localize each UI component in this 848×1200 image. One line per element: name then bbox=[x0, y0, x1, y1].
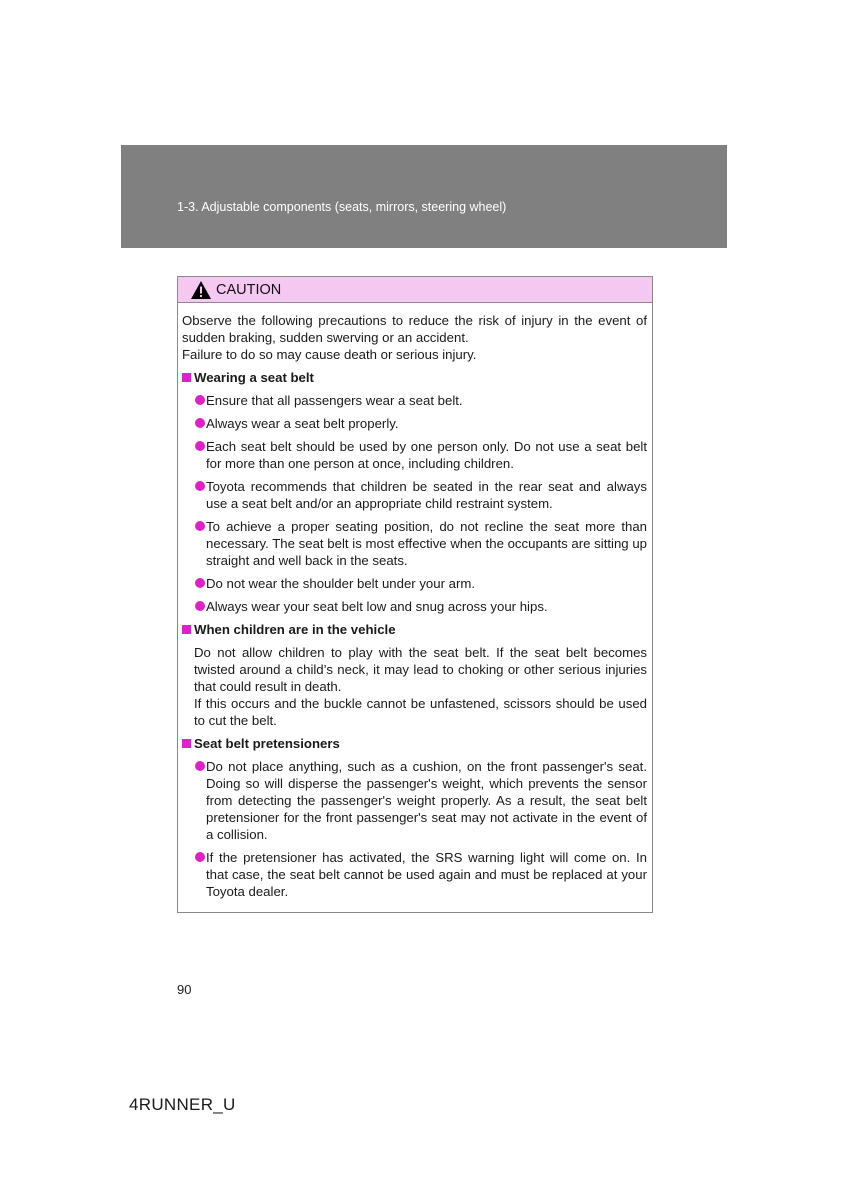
caution-header bbox=[178, 277, 652, 303]
list-item bbox=[182, 598, 647, 615]
list-item bbox=[182, 478, 647, 512]
list-item bbox=[182, 415, 647, 432]
caution-body bbox=[178, 303, 652, 900]
caution-box bbox=[177, 276, 653, 913]
list-item bbox=[182, 392, 647, 409]
section-heading bbox=[182, 621, 647, 638]
intro-paragraph: Failure to do so may cause death or serious injury. bbox=[182, 347, 477, 362]
list-item-text: If the pretensioner has activated, the SRS warning light will come on. In that case, the seat belt cannot be used again and must be replaced at your Toyota dealer. bbox=[206, 850, 647, 899]
square-bullet-icon bbox=[182, 739, 191, 748]
section-heading bbox=[182, 369, 647, 386]
list-item bbox=[182, 438, 647, 472]
caution-intro bbox=[182, 312, 647, 363]
list-item-text: Always wear your seat belt low and snug across your hips. bbox=[206, 599, 548, 614]
list-item bbox=[182, 518, 647, 569]
list-item-text: Ensure that all passengers wear a seat belt. bbox=[206, 393, 463, 408]
page-number: 90 bbox=[177, 982, 192, 997]
circle-bullet-icon bbox=[195, 441, 205, 451]
section-title: 1-3. Adjustable components (seats, mirrors, steering wheel) bbox=[177, 200, 507, 214]
circle-bullet-icon bbox=[195, 418, 205, 428]
list-item bbox=[182, 575, 647, 592]
header-bar bbox=[121, 145, 727, 248]
circle-bullet-icon bbox=[195, 521, 205, 531]
list-item-text: To achieve a proper seating position, do not recline the seat more than necessary. The seat belt is most effective when the occupants are sitting up straight and well back in the seats. bbox=[206, 519, 647, 568]
list-item-text: Do not wear the shoulder belt under your arm. bbox=[206, 576, 476, 591]
list-item-text: Do not place anything, such as a cushion, on the front passenger's seat. Doing so will disperse the passenger's weight, which prevents the sensor from detecting the passenger's weight properly. As a result, the seat belt pretensioner for the front passenger's seat may not activate in the event of a collision. bbox=[206, 759, 647, 842]
list-item-text: Toyota recommends that children be seated in the rear seat and always use a seat belt and/or an appropriate child restraint system. bbox=[206, 479, 647, 511]
paragraph: If this occurs and the buckle cannot be unfastened, scissors should be used to cut the belt. bbox=[194, 696, 647, 728]
caution-label: CAUTION bbox=[216, 281, 282, 298]
warning-triangle-icon bbox=[190, 280, 212, 300]
circle-bullet-icon bbox=[195, 761, 205, 771]
paragraph: Do not allow children to play with the seat belt. If the seat belt becomes twisted around a child’s neck, it may lead to choking or other serious injuries that could result in death. bbox=[194, 645, 647, 694]
section-heading-text: When children are in the vehicle bbox=[194, 622, 396, 637]
section-heading-text: Wearing a seat belt bbox=[194, 370, 314, 385]
section-heading bbox=[182, 735, 647, 752]
list-item bbox=[182, 758, 647, 843]
bullet-list bbox=[182, 392, 647, 615]
circle-bullet-icon bbox=[195, 578, 205, 588]
model-code: 4RUNNER_U bbox=[129, 1095, 236, 1114]
circle-bullet-icon bbox=[195, 601, 205, 611]
circle-bullet-icon bbox=[195, 481, 205, 491]
square-bullet-icon bbox=[182, 625, 191, 634]
list-item bbox=[182, 849, 647, 900]
circle-bullet-icon bbox=[195, 852, 205, 862]
list-item-text: Always wear a seat belt properly. bbox=[206, 416, 399, 431]
section-paragraphs bbox=[182, 644, 647, 729]
intro-paragraph: Observe the following precautions to reduce the risk of injury in the event of sudden braking, sudden swerving or an accident. bbox=[182, 313, 647, 345]
circle-bullet-icon bbox=[195, 395, 205, 405]
bullet-list bbox=[182, 758, 647, 900]
list-item-text: Each seat belt should be used by one person only. Do not use a seat belt for more than one person at once, including children. bbox=[206, 439, 647, 471]
section-heading-text: Seat belt pretensioners bbox=[194, 736, 340, 751]
square-bullet-icon bbox=[182, 373, 191, 382]
